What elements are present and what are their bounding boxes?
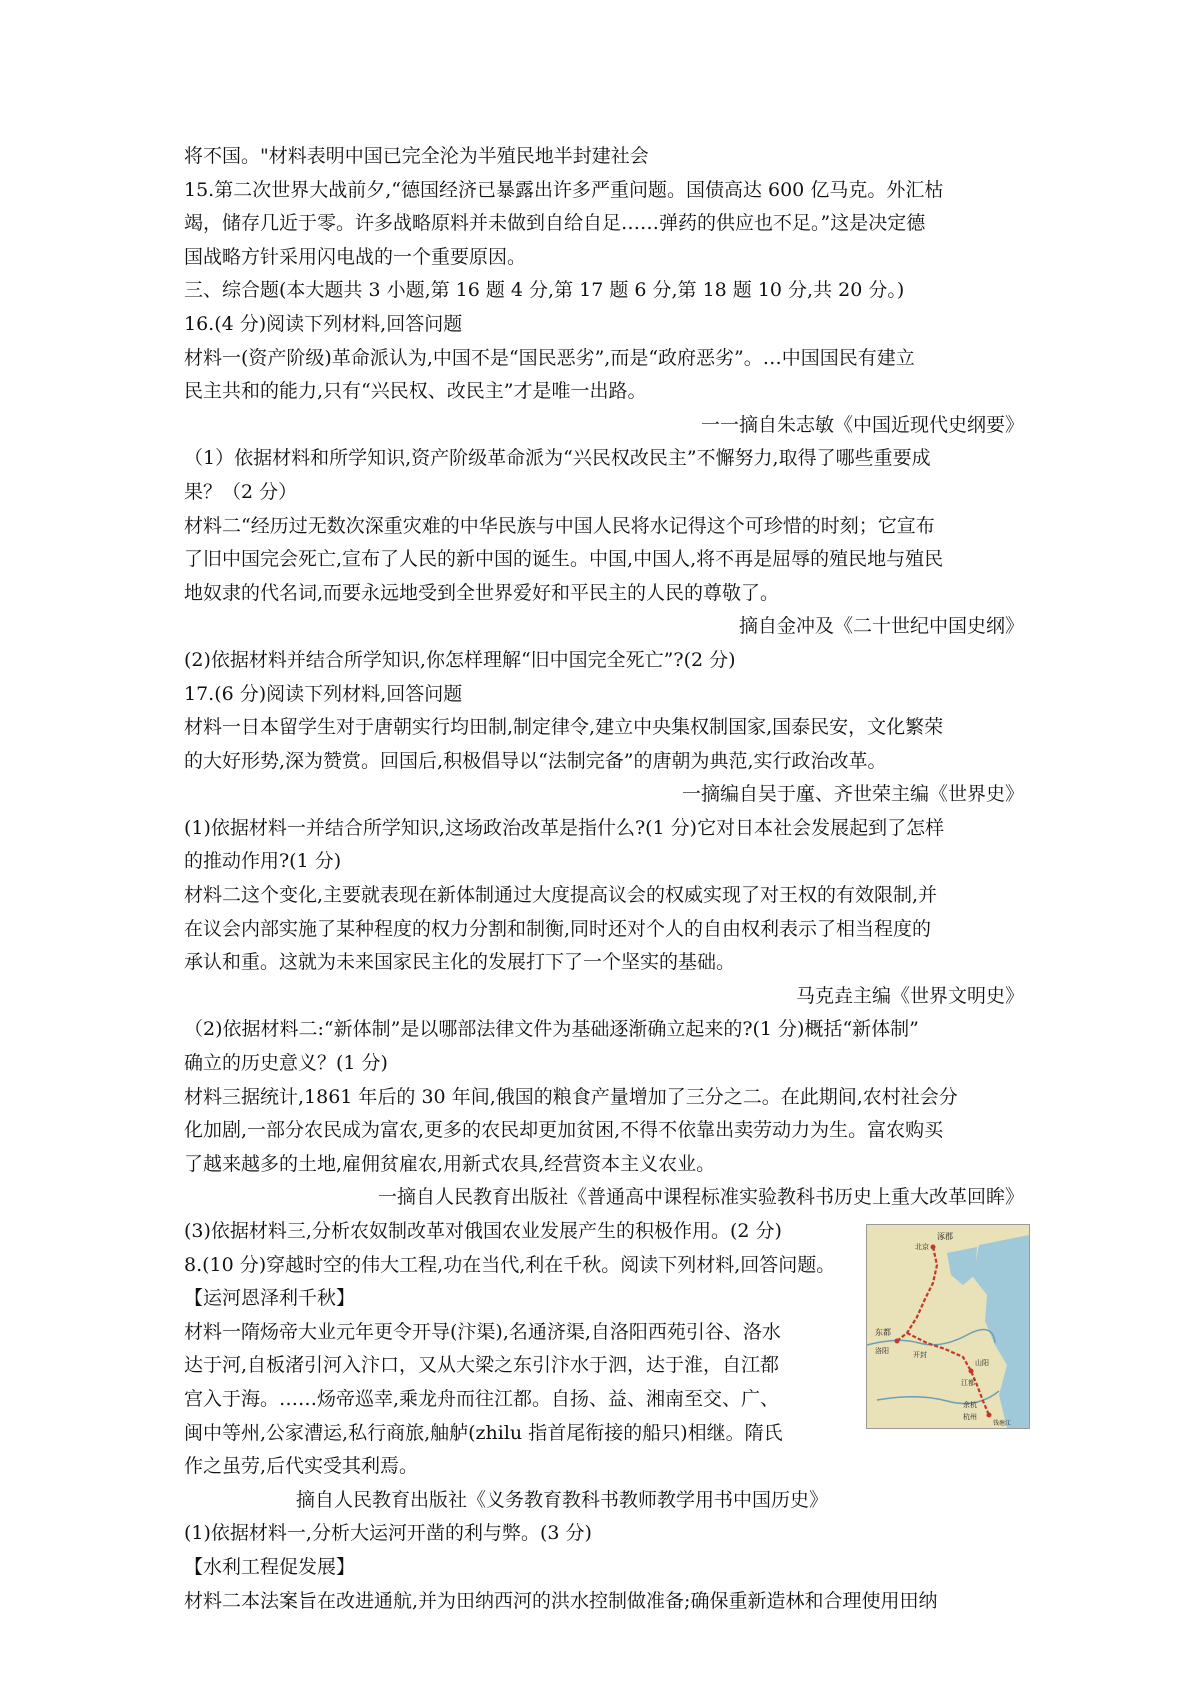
sub-question: (2)依据材料并结合所学知识,你怎样理解“旧中国完全死亡”?(2 分) [184, 648, 736, 671]
text-line: 民主共和的能力,只有“兴民权、改民主”才是唯一出路。 [184, 380, 647, 403]
city-dot [931, 1245, 936, 1250]
source-citation: 一一摘自朱志敏《中国近现代史纲要》 [700, 413, 1024, 436]
text-line: 达于河,自板渚引河入汴口，又从大梁之东引汴水于泗，达于淮，自江都 [184, 1354, 780, 1377]
source-citation: 一摘自人民教育出版社《普通高中课程标准实验教科书历史上重大改革回眸》 [377, 1186, 1024, 1209]
text-line: 的大好形势,深为赞赏。回国后,积极倡导以“法制完备”的唐朝为典范,实行政治改革。 [184, 749, 887, 772]
map-label: 北京 [915, 1243, 929, 1251]
text-line: 果？（2 分） [184, 480, 298, 503]
text-line: 的推动作用?(1 分) [184, 850, 342, 873]
map-svg [867, 1225, 1029, 1428]
map-label: 余杭 [963, 1401, 977, 1409]
sub-question: (1)依据材料一并结合所学知识,这场政治改革是指什么?(1 分)它对日本社会发展起到了怎样 [184, 816, 945, 839]
sub-question: (1)依据材料一,分析大运河开凿的利与弊。(3 分) [184, 1522, 592, 1545]
source-citation: 摘自金冲及《二十世纪中国史纲》 [738, 615, 1024, 638]
question-17: 17.(6 分)阅读下列材料,回答问题 [184, 682, 463, 705]
map-label: 洛阳 [875, 1347, 889, 1355]
text-line: 化加剧,一部分农民成为富农,更多的农民却更加贫困,不得不依靠出卖劳动力为生。富农购买 [184, 1119, 944, 1142]
text-line: 承认和重。这就为未来国家民主化的发展打下了一个坚实的基础。 [184, 951, 736, 974]
text-line: 确立的历史意义？(1 分) [184, 1052, 388, 1075]
sub-question: (3)依据材料三,分析农奴制改革对俄国农业发展产生的积极作用。(2 分) [184, 1220, 782, 1242]
text-line: 了越来越多的土地,雇佣贫雇农,用新式农具,经营资本主义农业。 [184, 1152, 716, 1175]
text-line: 宫入于海。……炀帝巡幸,乘龙舟而往江都。自扬、益、湘南至交、广、 [184, 1387, 780, 1410]
source-citation: 马克垚主编《世界文明史》 [795, 984, 1024, 1007]
text-line: 地奴隶的代名词,而要永远地受到全世界爱好和平民主的人民的尊敬了。 [184, 581, 780, 604]
question-16: 16.(4 分)阅读下列材料,回答问题 [184, 312, 463, 335]
text-line: 材料一隋炀帝大业元年更令开导(汴渠),名通济渠,自洛阳西苑引谷、洛水 [184, 1320, 781, 1343]
grand-canal-map [866, 1224, 1030, 1429]
text-line: 竭，储存几近于零。许多战略原料并未做到自给自足……弹药的供应也不足。”这是决定德 [184, 212, 926, 235]
text-line: 材料二“经历过无数次深重灾难的中华民族与中国人民将水记得这个可珍惜的时刻；它宣布 [184, 514, 935, 537]
sub-question: （2)依据材料二:“新体制”是以哪部法律文件为基础逐渐确立起来的?(1 分)概括“新体制” [184, 1018, 919, 1041]
section-heading: 三、综合题(本大题共 3 小题,第 16 题 4 分,第 17 题 6 分,第 18 题 10 分,共 20 分。) [184, 279, 905, 302]
city-dot [969, 1369, 974, 1374]
topic-heading: 【运河恩泽利千秋】 [184, 1287, 356, 1310]
text-line: 闽中等州,公家漕运,私行商旅,舳舻(zhilu 指首尾衔接的船只)相继。隋氏 [184, 1421, 783, 1444]
text-line: 材料三据统计,1861 年后的 30 年间,俄国的粮食产量增加了三分之二。在此期间,农村社会分 [184, 1085, 958, 1108]
question-18: 8.(10 分)穿越时空的伟大工程,功在当代,利在千秋。阅读下列材料,回答问题。 [184, 1253, 836, 1276]
map-label: 山阳 [975, 1359, 989, 1367]
map-label: 江都 [961, 1379, 975, 1387]
source-citation: 摘自人民教育出版社《义务教育教科书教师教学用书中国历史》 [295, 1488, 828, 1511]
text-line: 材料二这个变化,主要就表现在新体制通过大度提高议会的权威实现了对王权的有效限制,并 [184, 884, 938, 907]
text-line: 将不国。"材料表明中国已完全沦为半殖民地半封建社会 [184, 145, 649, 167]
map-label: 东都 [875, 1328, 891, 1337]
text-line: 了旧中国完会死亡,宣布了人民的新中国的诞生。中国,中国人,将不再是屈辱的殖民地与殖民 [184, 548, 944, 571]
topic-heading: 【水利工程促发展】 [184, 1555, 356, 1578]
map-label: 涿郡 [937, 1232, 953, 1241]
map-label: 杭州 [963, 1413, 977, 1421]
text-line: 材料二本法案旨在改进通航,并为田纳西河的洪水控制做准备;确保重新造林和合理使用田纳 [184, 1589, 938, 1612]
city-dot [987, 1413, 992, 1418]
city-dot [895, 1339, 900, 1344]
map-label: 开封 [913, 1351, 927, 1359]
sub-question: （1）依据材料和所学知识,资产阶级革命派为“兴民权改民主”不懈努力,取得了哪些重要成 [184, 447, 931, 470]
text-line: 在议会内部实施了某种程度的权力分割和制衡,同时还对个人的自由权利表示了相当程度的 [184, 917, 932, 940]
source-citation: 一摘编自吴于廑、齐世荣主编《世界史》 [681, 783, 1024, 806]
text-line: 作之虽劳,后代实受其利焉。 [184, 1455, 419, 1478]
map-label: 钱塘江 [993, 1420, 1012, 1427]
text-line: 材料一日本留学生对于唐朝实行均田制,制定律令,建立中央集权制国家,国泰民安，文化繁荣 [184, 716, 944, 739]
question-15: 15.第二次世界大战前夕,“德国经济已暴露出许多严重问题。国债高达 600 亿马克。外汇枯 [184, 178, 944, 201]
text-line: 国战略方针采用闪电战的一个重要原因。 [184, 245, 527, 268]
text-line: 材料一(资产阶级)革命派认为,中国不是“国民恶劣”,而是“政府恶劣”。…中国国民有建立 [184, 346, 915, 369]
